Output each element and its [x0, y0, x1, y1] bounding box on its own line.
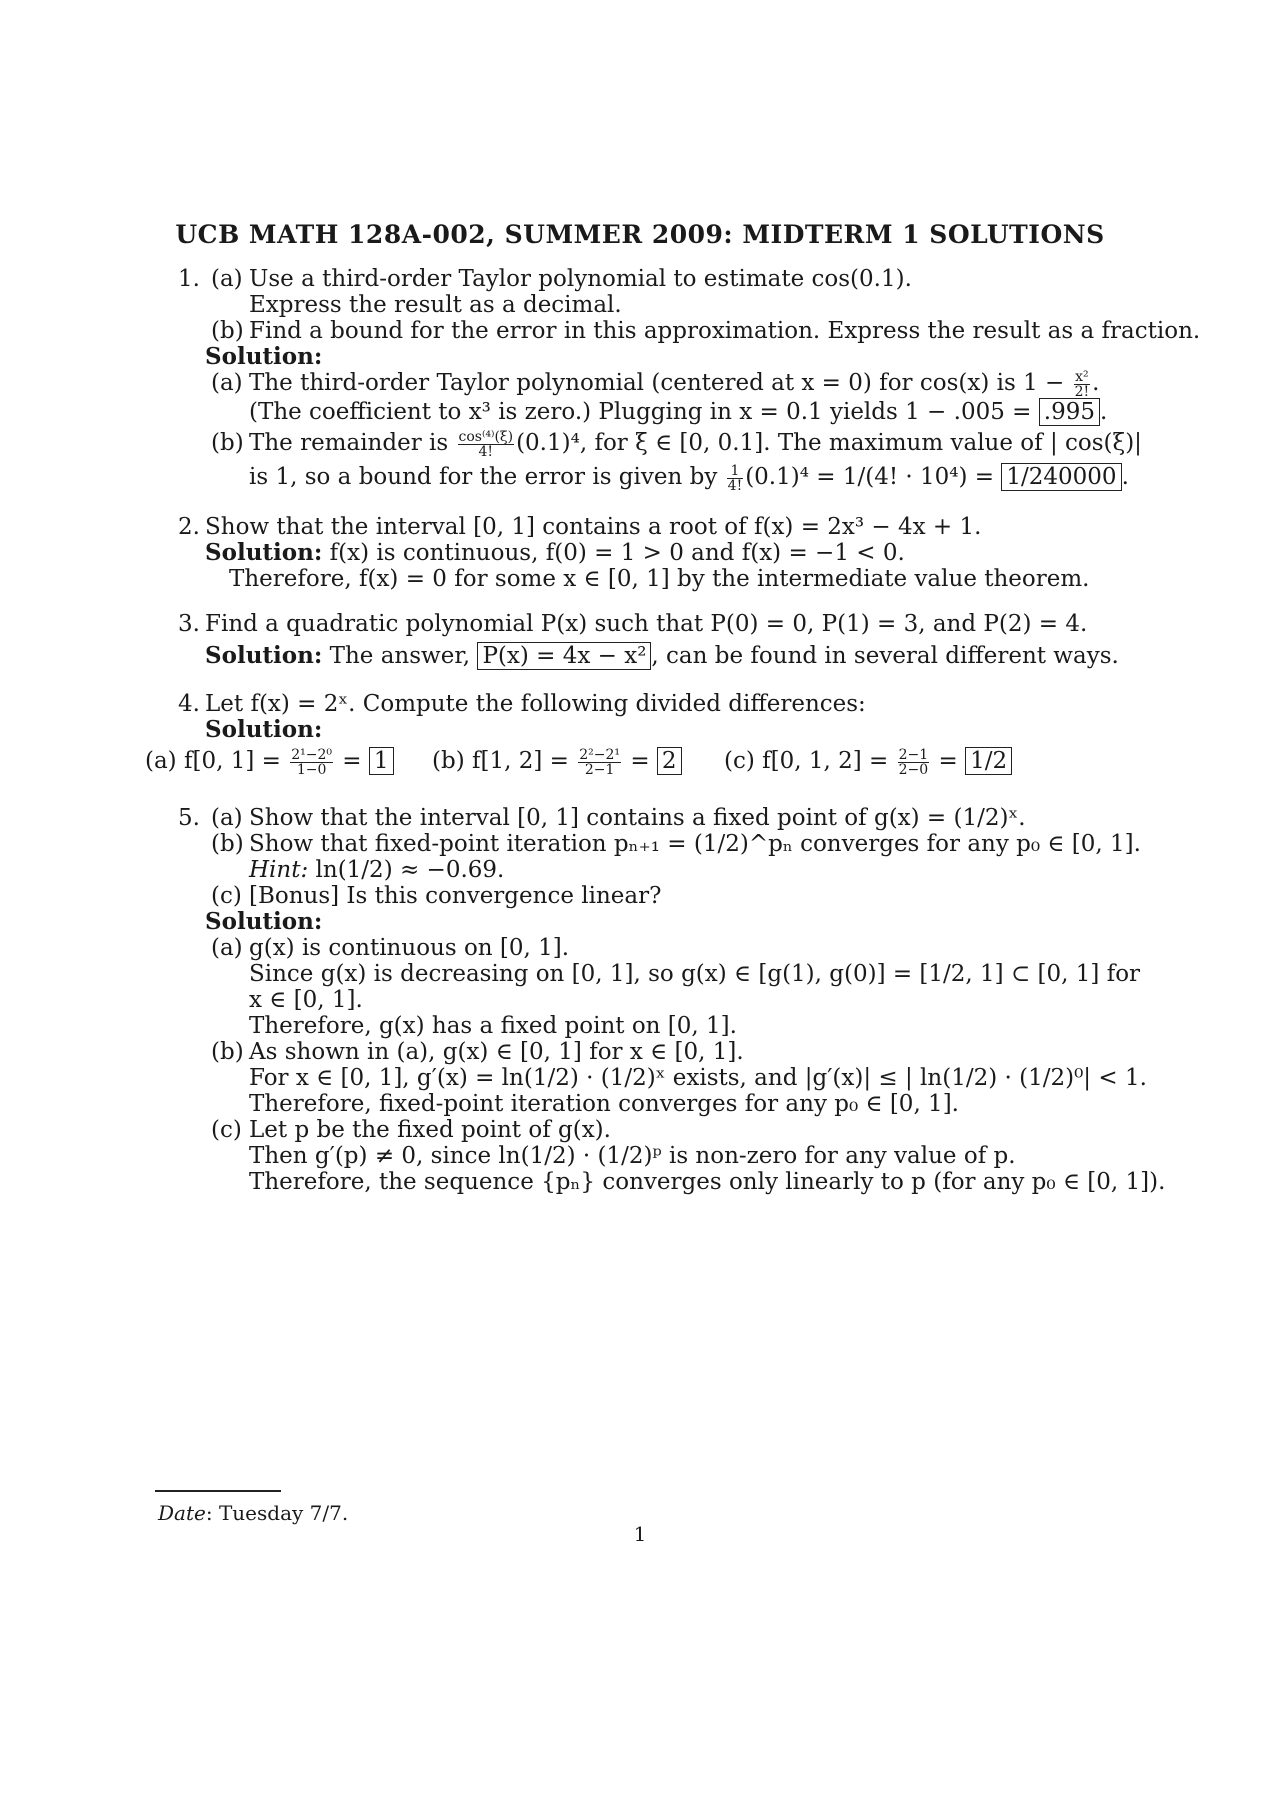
problem-2-number: 2.	[178, 514, 200, 540]
problem-2-text: Show that the interval [0, 1] contains a root of f(x) = 2x³ − 4x + 1.	[205, 514, 982, 540]
solution-1a-text-2: (The coefficient to x³ is zero.) Plugging in x = 0.1 yields 1 − .005 =	[249, 399, 1032, 425]
dd-a-lhs: (a) f[0, 1] =	[145, 748, 281, 774]
solution-5c-label: (c)	[211, 1117, 242, 1143]
problem-5c-label: (c)	[211, 883, 242, 909]
solution-1b-label: (b)	[211, 430, 244, 456]
solution-5b-label: (b)	[211, 1039, 244, 1065]
problem-5a-label: (a)	[211, 805, 243, 831]
problem-5c-text: [Bonus] Is this convergence linear?	[249, 883, 662, 909]
boxed-answer-4b: 2	[657, 747, 682, 775]
solution-5c-line-1: Let p be the fixed point of g(x).	[249, 1117, 611, 1143]
solution-1a-line-1: The third-order Taylor polynomial (centered at x = 0) for cos(x) is 1 − $\frac{\text{x²}}{2!}$ .	[249, 368, 1100, 400]
boxed-answer-3: P(x) = 4x − x²	[477, 642, 651, 670]
fraction-denominator: 2!	[1074, 383, 1090, 400]
boxed-answer-1b: 1/240000	[1001, 463, 1121, 491]
solution-1b-text-1b: (0.1)⁴, for ξ ∈ [0, 0.1]. The maximum value of | cos(ξ)|	[516, 430, 1142, 456]
date-text: : Tuesday 7/7.	[205, 1501, 349, 1525]
fraction-one-over-4fact	[727, 464, 744, 493]
problem-3-number: 3.	[178, 611, 200, 637]
solution-5b-line-3: Therefore, fixed-point iteration converges for any p₀ ∈ [0, 1].	[249, 1091, 959, 1117]
solution-5b-line-1: As shown in (a), g(x) ∈ [0, 1] for x ∈ [0, 1].	[249, 1039, 744, 1065]
solution-1b-text-2b: (0.1)⁴ = 1/(4! · 10⁴) =	[745, 464, 995, 490]
problem-5a-text: Show that the interval [0, 1] contains a fixed point of g(x) = (1/2)ˣ.	[249, 805, 1026, 831]
fraction-numerator: 2−1	[898, 746, 929, 763]
boxed-answer-4a: 1	[369, 747, 394, 775]
solution-5a-line-3: x ∈ [0, 1].	[249, 987, 363, 1013]
solution-1b-line-1	[249, 428, 1142, 459]
fraction-numerator: cos⁽⁴⁾(ξ)	[458, 428, 514, 445]
dd-c-fraction	[898, 748, 930, 777]
solution-1a-label: (a)	[211, 370, 243, 396]
solution-2-text-2: Therefore, f(x) = 0 for some x ∈ [0, 1] by the intermediate value theorem.	[229, 566, 1090, 592]
hint-text: ln(1/2) ≈ −0.69.	[315, 857, 505, 883]
solution-3-text-1: The answer,	[329, 643, 471, 669]
solution-label-2: Solution:	[205, 539, 323, 566]
solution-1b-text-2a: is 1, so a bound for the error is given by	[249, 464, 718, 490]
dd-b-fraction	[578, 748, 621, 777]
problem-1b-text: Find a bound for the error in this approximation. Express the result as a fraction.	[249, 318, 1201, 344]
footnote-rule	[155, 1490, 281, 1492]
fraction-denominator: 1−0	[296, 761, 327, 778]
solution-1b-text-1a: The remainder is	[249, 430, 449, 456]
fraction-numerator: 1	[727, 464, 744, 479]
problem-1a-text-2: Express the result as a decimal.	[249, 292, 622, 318]
fraction-x2-over-2fact	[1074, 370, 1091, 399]
divided-difference-a: (a) f[0, 1] = $\frac{\text{2¹−2⁰}}{1-0}$ = 1	[145, 746, 394, 777]
problem-1a-text: Use a third-order Taylor polynomial to estimate cos(0.1).	[249, 266, 912, 292]
page-number: 1	[633, 1522, 647, 1546]
solution-3-line	[205, 641, 1119, 671]
fraction-numerator: x²	[1075, 368, 1089, 385]
problem-4-number: 4.	[178, 691, 200, 717]
solution-label-3: Solution:	[205, 642, 323, 669]
problem-5-number: 5.	[178, 805, 200, 831]
fraction-denominator: 2−1	[584, 761, 615, 778]
fraction-numerator: 2²−2¹	[579, 746, 621, 763]
problem-3-text: Find a quadratic polynomial P(x) such that P(0) = 0, P(1) = 3, and P(2) = 4.	[205, 611, 1088, 637]
solution-2-text-1: f(x) is continuous, f(0) = 1 > 0 and f(x) = −1 < 0.	[329, 540, 905, 566]
solution-1b-line-2: is 1, so a bound for the error is given by $\frac{1}{4!}$ (0.1)⁴ = 1/(4! · 10⁴) = 1/240000 .	[249, 462, 1129, 494]
dd-c-lhs: (c) f[0, 1, 2] =	[724, 748, 889, 774]
solution-5a-label: (a)	[211, 935, 243, 961]
dd-a-fraction	[290, 748, 333, 777]
page-title: UCB MATH 128A-002, SUMMER 2009: MIDTERM 1 SOLUTIONS	[175, 220, 1105, 249]
solution-5c-line-2: Then g′(p) ≠ 0, since ln(1/2) · (1/2)ᵖ is non-zero for any value of p.	[249, 1143, 1016, 1169]
divided-difference-c: (c) f[0, 1, 2] = $\frac{2-1}{2-0}$ = 1/2	[724, 746, 1012, 777]
solution-5a-line-1: g(x) is continuous on [0, 1].	[249, 935, 570, 961]
fraction-denominator: 2−0	[898, 761, 929, 778]
solution-1a-line-2: (The coefficient to x³ is zero.) Plugging in x = 0.1 yields 1 − .005 = .995 .	[249, 399, 1108, 425]
solution-5c-line-3: Therefore, the sequence {pₙ} converges only linearly to p (for any p₀ ∈ [0, 1]).	[249, 1169, 1166, 1195]
date-label: Date	[158, 1501, 206, 1525]
hint-label: Hint:	[249, 857, 309, 883]
solution-5a-line-2: Since g(x) is decreasing on [0, 1], so g(x) ∈ [g(1), g(0)] = [1/2, 1] ⊂ [0, 1] for	[249, 961, 1141, 987]
boxed-answer-4c: 1/2	[965, 747, 1012, 775]
problem-5b-text: Show that fixed-point iteration pₙ₊₁ = (1/2)^pₙ converges for any p₀ ∈ [0, 1].	[249, 831, 1141, 857]
solution-label-5: Solution:	[205, 908, 323, 935]
solution-label-4: Solution:	[205, 716, 323, 743]
divided-difference-b: (b) f[1, 2] = $\frac{\text{2²−2¹}}{2-1}$ = 2	[432, 746, 682, 777]
problem-5b-label: (b)	[211, 831, 244, 857]
solution-label-1: Solution:	[205, 343, 323, 370]
problem-1a-label: (a)	[211, 266, 243, 292]
fraction-denominator: 4!	[478, 443, 494, 460]
problem-4-text: Let f(x) = 2ˣ. Compute the following divided differences:	[205, 691, 866, 717]
fraction-numerator: 2¹−2⁰	[291, 746, 332, 763]
fraction-remainder	[458, 430, 515, 459]
problem-1b-label: (b)	[211, 318, 244, 344]
dd-b-lhs: (b) f[1, 2] =	[432, 748, 569, 774]
fraction-denominator: 4!	[727, 477, 743, 494]
solution-5a-line-4: Therefore, g(x) has a fixed point on [0, 1].	[249, 1013, 737, 1039]
solution-1a-text-1: The third-order Taylor polynomial (centered at x = 0) for cos(x) is 1 −	[249, 370, 1065, 396]
solution-3-text-2: , can be found in several different ways.	[651, 643, 1119, 669]
solution-5b-line-2: For x ∈ [0, 1], g′(x) = ln(1/2) · (1/2)ˣ exists, and |g′(x)| ≤ | ln(1/2) · (1/2)⁰| < 1.	[249, 1065, 1147, 1091]
boxed-answer-1a: .995	[1039, 398, 1100, 426]
problem-1-number: 1.	[178, 266, 200, 292]
